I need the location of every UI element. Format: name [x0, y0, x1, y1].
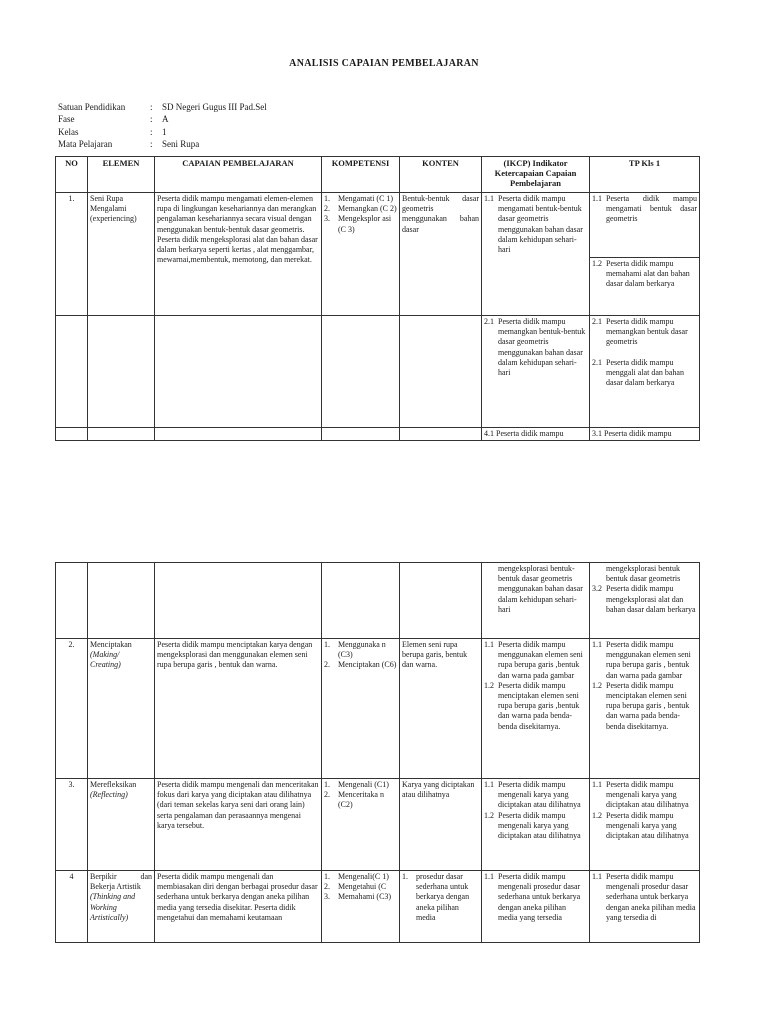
info-label: Satuan Pendidikan [58, 102, 126, 112]
table-row [56, 871, 700, 943]
info-label: Kelas [58, 126, 79, 137]
info-value: 1 [162, 126, 167, 137]
info-block [58, 101, 267, 150]
info-value: Seni Rupa [162, 138, 200, 149]
header-ikcp: (IKCP) Indikator Ketercapaian Capaian Pembelajaran [482, 157, 590, 193]
cell-tp: mengeksplorasi bentuk bentuk dasar geometris 3.2 Peserta didik mampu mengeksplorasi alat dan bahan dasar dalam berkarya [590, 563, 700, 639]
table-row [56, 779, 700, 871]
cell-ikcp: mengeksplorasi bentuk-bentuk dasar geometris menggunakan bahan dasar dalam kehidupan sehari-hari [482, 563, 590, 639]
table-row [56, 193, 700, 258]
info-label: Fase [58, 114, 75, 125]
cell-no: 3. [56, 779, 88, 871]
cell-tp: 3.1 Peserta didik mampu [590, 428, 700, 441]
cell-ikcp: 1.1 Peserta didik mampu menggunakan elemen seni rupa berupa garis ,bentuk dan warna pada gambar 1.2 Peserta didik mampu menciptakan elemen seni rupa berupa garis ,bentuk dan warna pada benda-benda disekitarnya. [482, 639, 590, 779]
cell-tp: 1.1 Peserta didik mampu mengenali karya yang diciptakan atau dilihatnya 1.2 Peserta didik mampu mengenali karya yang diciptakan atau dilihatnya [590, 779, 700, 871]
cell-kompetensi: 1. Mengenali(C 1) 2. Mengetahui (C 3. Memahami (C3) [322, 871, 400, 943]
table-row [56, 316, 700, 428]
info-row: Kelas : 1 [58, 126, 167, 137]
table-row [56, 563, 700, 639]
cell-elemen: Menciptakan (Making/ Creating) [88, 639, 155, 779]
info-row: Fase : A [58, 114, 169, 125]
cell-kompetensi: 1. Mengamati (C 1) 2. Memangkan (C 2) 3. Mengeksplor asi (C 3) [322, 193, 400, 316]
cell-elemen: Merefleksikan (Reflecting) [88, 779, 155, 871]
cell-ikcp: 4.1 Peserta didik mampu [482, 428, 590, 441]
cell-ikcp: 1.1 Peserta didik mampu mengamati bentuk-bentuk dasar geometris menggunakan bahan dasar dalam kehidupan sehari-hari [482, 193, 590, 316]
info-row: Satuan Pendidikan : SD Negeri Gugus III Pad.Sel [58, 102, 267, 112]
cell-konten: 1. prosedur dasar sederhana untuk berkarya dengan aneka pilihan media [400, 871, 482, 943]
header-elemen: ELEMEN [88, 157, 155, 193]
header-no: NO [56, 157, 88, 193]
table-row [56, 639, 700, 779]
cell-ikcp: 1.1 Peserta didik mampu mengenali prosedur dasar sederhana untuk berkarya dengan aneka pilihan media yang tersedia [482, 871, 590, 943]
cell-elemen: Berpikir dan Bekerja Artistik (Thinking and Working Artistically) [88, 871, 155, 943]
cell-tp: 1.1 Peserta didik mampu mengenali prosedur dasar sederhana untuk berkarya dengan aneka pilihan media yang tersedia di [590, 871, 700, 943]
cell-tp: 1.1 Peserta didik mampu mengamati bentuk dasar geometris [590, 193, 700, 258]
analysis-table-page-2 [55, 562, 700, 943]
table-row [56, 428, 700, 441]
cell-tp: 1.2 Peserta didik mampu memahami alat dan bahan dasar dalam berkarya [590, 258, 700, 316]
cell-kompetensi: 1. Menggunaka n (C3) 2. Menciptakan (C6) [322, 639, 400, 779]
cell-cp: Peserta didik mampu mengamati elemen-elemen rupa di lingkungan kesehariannya dan merangkan pengalaman kesehariannya secara visual dengan menggunakan bentuk-bentuk dasar geometris. Peserta didik mengeksplorasi alat dan bahan dasar dalam berkarya seperti kertas , alat menggambar, mewarnai,membentuk, memotong, dan merekat. [155, 193, 322, 316]
cell-cp: Peserta didik mampu mengenali dan menceritakan fokus dari karya yang diciptakan atau dilihatnya (dari teman sekelas karya seni dari orang lain) serta pengalaman dan perasaannya mengenai karya tersebut. [155, 779, 322, 871]
analysis-table-page-1 [55, 156, 700, 441]
cell-no: 2. [56, 639, 88, 779]
header-konten: KONTEN [400, 157, 482, 193]
info-value: A [162, 114, 169, 125]
cell-konten: Elemen seni rupa berupa garis, bentuk dan warna. [400, 639, 482, 779]
info-row: Mata Pelajaran : Seni Rupa [58, 138, 200, 149]
header-cp: CAPAIAN PEMBELAJARAN [155, 157, 322, 193]
cell-tp: 1.1 Peserta didik mampu menggunakan elemen seni rupa berupa garis , bentuk dan warna pada gambar 1.2 Peserta didik mampu menciptakan elemen seni rupa berupa garis , bentuk dan warna pada benda-benda disekitarnya. [590, 639, 700, 779]
cell-cp: Peserta didik mampu mengenali dan membiasakan diri dengan berbagai prosedur dasar sederhana untuk berkarya dengan aneka pilihan media yang tersedia disekitar. Peserta didik mengetahui dan memahami keutamaan [155, 871, 322, 943]
cell-ikcp: 2.1 Peserta didik mampu memangkan bentuk-bentuk dasar geometris menggunakan bahan dasar dalam kehidupan sehari-hari [482, 316, 590, 428]
cell-kompetensi: 1. Mengenali (C1) 2. Menceritaka n (C2) [322, 779, 400, 871]
cell-cp: Peserta didik mampu menciptakan karya dengan mengeksplorasi dan menggunakan elemen seni rupa berupa garis , bentuk dan warna. [155, 639, 322, 779]
cell-elemen: Seni Rupa Mengalami (experiencing) [88, 193, 155, 316]
info-value: SD Negeri Gugus III Pad.Sel [162, 102, 267, 112]
cell-no: 4 [56, 871, 88, 943]
cell-ikcp: 1.1 Peserta didik mampu mengenali karya yang diciptakan atau dilihatnya 1.2 Peserta didik mampu mengenali karya yang diciptakan atau dilihatnya [482, 779, 590, 871]
cell-no: 1. [56, 193, 88, 316]
page-title: ANALISIS CAPAIAN PEMBELAJARAN [289, 58, 479, 69]
cell-konten: Bentuk-bentuk dasar geometris menggunakan bahan dasar [400, 193, 482, 316]
cell-konten: Karya yang diciptakan atau dilihatnya [400, 779, 482, 871]
info-label: Mata Pelajaran [58, 138, 113, 149]
header-tp: TP Kls 1 [590, 157, 700, 193]
header-kompetensi: KOMPETENSI [322, 157, 400, 193]
table-header-row [56, 157, 700, 193]
cell-tp: 2.1 Peserta didik mampu memangkan bentuk dasar geometris 2.1 Peserta didik mampu menggali alat dan bahan dasar dalam berkarya [590, 316, 700, 428]
